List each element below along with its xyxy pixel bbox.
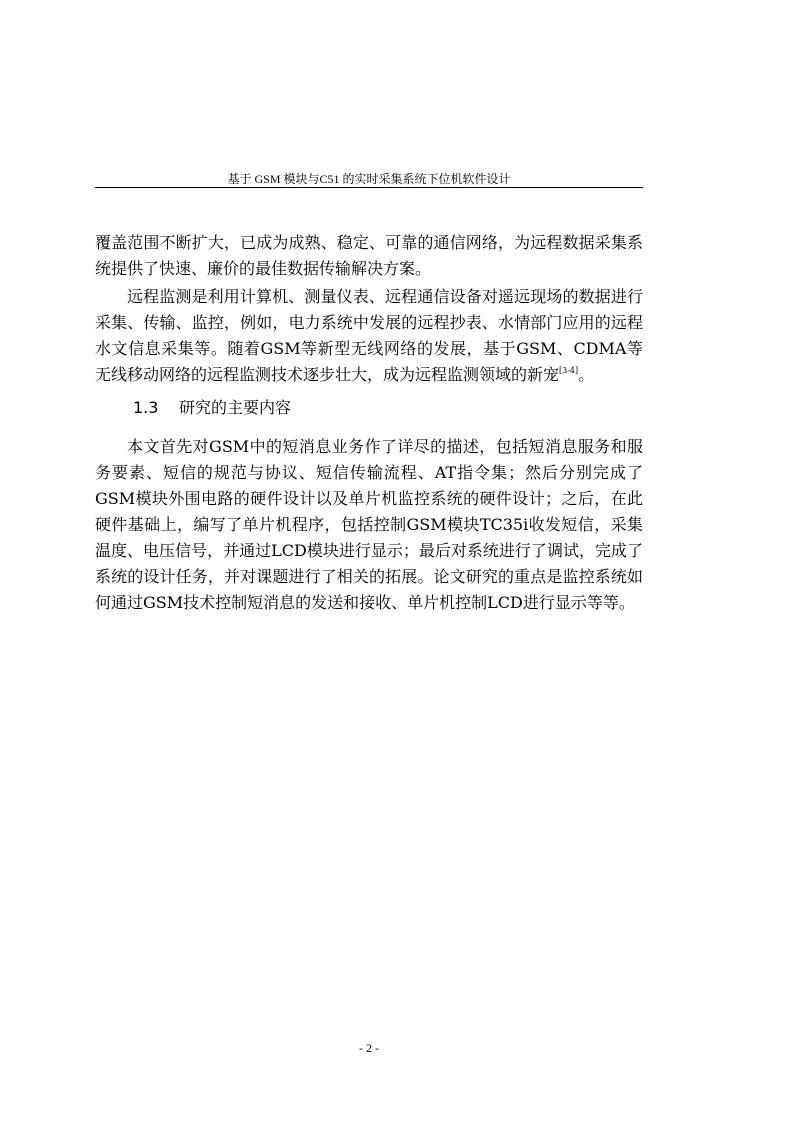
paragraph-2-end: 。	[578, 365, 595, 384]
section-title: 研究的主要内容	[179, 398, 292, 417]
paragraph-2	[95, 284, 643, 388]
section-heading	[133, 397, 291, 419]
paragraph-1: 覆盖范围不断扩大，已成为成熟、稳定、可靠的通信网络，为远程数据采集系统提供了快速、廉价的最佳数据传输解决方案。	[95, 233, 643, 278]
running-header: 基于 GSM 模块与C51 的实时采集系统下位机软件设计	[227, 172, 511, 186]
section-number: 1.3	[133, 398, 159, 417]
paragraph-2-text: 远程监测是利用计算机、测量仪表、远程通信设备对遥远现场的数据进行采集、传输、监控，例如，电力系统中发展的远程抄表、水情部门应用的远程水文信息采集等。随着GSM等新型无线网络的发展，基于GSM、CDMA等无线移动网络的远程监测技术逐步壮大，成为远程监测领域的新宠	[95, 287, 643, 384]
header-divider	[95, 187, 643, 188]
page-number: - 2 -	[359, 1041, 379, 1055]
citation-marker: [3-4]	[559, 366, 579, 375]
paragraph-3: 本文首先对GSM中的短消息业务作了详尽的描述，包括短消息服务和服务要素、短信的规范与协议、短信传输流程、AT指令集；然后分别完成了GSM模块外围电路的硬件设计以及单片机监控系统的硬件设计；之后，在此硬件基础上，编写了单片机程序，包括控制GSM模块TC35i收发短信，采集温度、电压信号，并通过LCD模块进行显示；最后对系统进行了调试，完成了系统的设计任务，并对课题进行了相关的拓展。论文研究的重点是监控系统如何通过GSM技术控制短消息的发送和接收、单片机控制LCD进行显示等等。	[95, 437, 643, 612]
